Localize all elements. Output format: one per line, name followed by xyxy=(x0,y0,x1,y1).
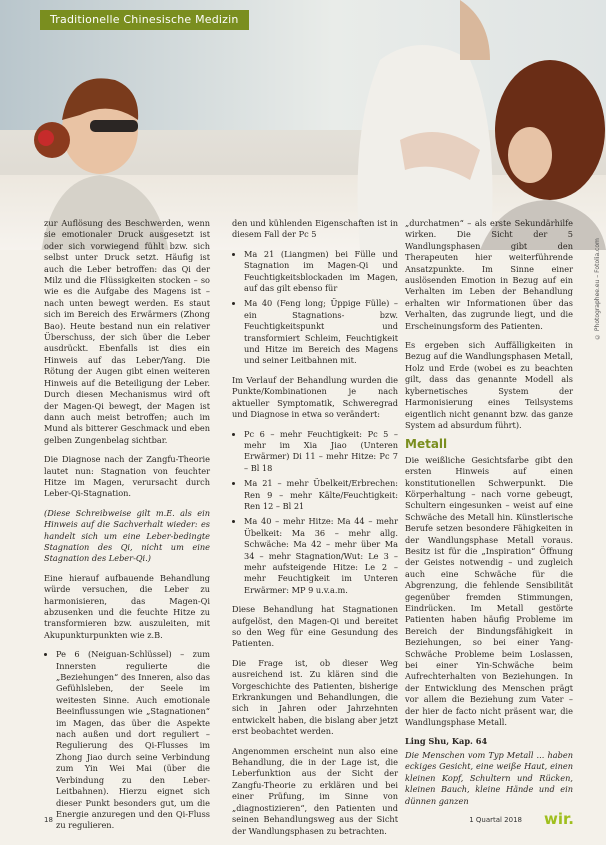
photo-credit: © Photographee.eu – Fotolia.com xyxy=(594,238,601,340)
issue-label: 1 Quartal 2018 xyxy=(469,816,522,824)
section-heading-metall: Metall xyxy=(405,437,448,452)
page-number: 18 xyxy=(44,816,53,824)
list-item: • Pe 6 (Neiguan-Schlüssel) – zum Innersten regulierte die „Beziehungen“ des Inneren, also das Gefühlsleben, der Seele im weitesten Sinne. Auch emotionale Beeinflussungen wie „Stagnationen“ im Magen, das über die Aspekte nach außen und dort reguliert – Regulierung des Qi-Flusses im Zhong Jiao durch seine Verbindung zum Yin Wei Mai (über die Verbindung zu den Leber-Leitbahnen). Hierzu eignet sich dieser Punkt besonders gut, um die Energie anzuregen und den Qi-Fluss zu regulieren. xyxy=(56,649,210,832)
page-footer xyxy=(44,812,574,828)
paragraph: Diese Behandlung hat Stagnationen aufgelöst, den Magen-Qi und bereitet so den Weg für eine Gesundung des Patienten. xyxy=(232,604,398,649)
hero-photo xyxy=(0,0,606,250)
paragraph: Eine hierauf aufbauende Behandlung würde versuchen, die Leber zu harmonisieren, das Magen-Qi abzusenken und die feuchte Hitze zu transformieren bzw. auszuleiten, mit Akupunkturpunkten wie z.B. xyxy=(44,572,210,640)
paragraph: Die Frage ist, ob dieser Weg ausreichend ist. Zu klären sind die Vorgeschichte des Patienten, bisherige Erkrankungen und Behandlungen, die sich in Jahren oder Jahrzehnten entwickelt haben, die bislang aber jetzt erst beobachtet werden. xyxy=(232,657,398,737)
quote-text: Die Menschen vom Typ Metall ... haben eckiges Gesicht, eine weiße Haut, einen kleinen Kopf, Schultern und Rücken, kleinen Bauch, kleine Hände und ein dünnen ganzen xyxy=(405,749,573,806)
paragraph: zur Auflösung des Beschwerden, wenn sie emotionaler Druck ausgesetzt ist oder sich vorwiegend fühlt bzw. sich selbst unter Druck setzt. Häufig ist auch die Leber betroffen: das Qi der Milz und die Flüssigkeiten stocken – so wie es die Aufgabe des Magens ist – nach unten bewegt werden. Es staut sich im Bereich des Erwärmers (Zhong Bao). Heute bestand nun ein relativer Überschuss, der sich über die Leber ausdrückt. Ebenfalls ist dies ein Hinweis auf das Leber/Yang. Die Rötung der Augen gibt einen weiteren Hinweis auf die Beteiligung der Leber. Durch diesen Mechanismus wird oft der Magen-Qi bewegt, der Magen ist dann auch meist betroffen; auch im Mund als bitterer Geschmack und eben gelben Zungenbelag sichtbar. xyxy=(44,218,210,445)
point-list xyxy=(44,649,210,832)
column-3 xyxy=(405,218,573,815)
category-banner: Traditionelle Chinesische Medizin xyxy=(40,10,249,30)
point-list xyxy=(232,249,398,367)
paragraph: den und kühlenden Eigenschaften ist in diesem Fall der Pc 5 xyxy=(232,218,398,240)
paragraph: „durchatmen“ – als erste Sekundärhilfe wirken. Die Sicht der 5 Wandlungsphasen gibt den Therapeuten hier weiterführende Ansatzpunkte. Im Sinne einer auslösenden Emotion in Bezug auf ein Verhalten im Leben der Behandlung erhalten wir Informationen über das Verhalten, das zugrunde liegt, und die Erscheinungsform des Patienten. xyxy=(405,218,573,331)
paragraph: Es ergeben sich Auffälligkeiten in Bezug auf die Wandlungsphasen Metall, Holz und Erde (wobei es zu beachten gilt, dass das genannte Modell als kybernetisches System der Harmonisierung eines Teilsystems eigentlich nicht genannt bzw. das ganze System ad absurdum führt). xyxy=(405,340,573,430)
list-item: • Pc 6 – mehr Feuchtigkeit: Pc 5 – mehr im Xia Jiao (Unteren Erwärmer) Di 11 – mehr Hitze: Pc 7 – Bl 18 xyxy=(244,429,398,475)
paragraph: Angenommen erscheint nun also eine Behandlung, die in der Lage ist, die Leberfunktion aus der Sicht der Zangfu-Theorie zu erklären und bei einer Prüfung, im Sinne von „diagnostizieren“, den Patienten und seinen Behandlungsweg aus der Sicht der Wandlungsphasen zu betrachten. xyxy=(232,745,398,836)
list-item: • Ma 40 (Feng long; Üppige Fülle) – ein Stagnations- bzw. Feuchtigkeitspunkt und transformiert Schleim, Feuchtigkeit und Hitze im Bereich des Magens und seiner Leitbahnen mit. xyxy=(244,298,398,366)
list-item: • Ma 21 – mehr Übelkeit/Erbrechen: Ren 9 – mehr Kälte/Feuchtigkeit: Ren 12 – Bl 21 xyxy=(244,478,398,512)
list-item: • Ma 21 (Liangmen) bei Fülle und Stagnation im Magen-Qi und Feuchtigkeitsblockaden im Magen, auf das gilt ebenso für xyxy=(244,249,398,295)
paragraph: Die weißliche Gesichtsfarbe gibt den ersten Hinweis auf einen konstitutionellen Schwerpunkt. Die Körperhaltung – nach vorne gebeugt, Schultern eingesunken – weist auf eine Schwäche des Metall hin. Künstlerische Berufe setzen besondere Fähigkeiten in der Wandlungsphase Metall voraus. Besitz ist für die „Inspiration“ Öffnung der Geistes notwendig – und zugleich auch eine Schwäche für die Abgrenzung, die fehlende Sensibilität gegenüber fremden Stimmungen, Eindrücken. Im Metall gestörte Patienten haben häufig Probleme im Bereich der Bindungsfähigkeit in Beziehungen, so bei einer Yang-Schwäche Probleme beim Loslassen, bei einer Yin-Schwäche beim Aufrechterhalten von Beziehungen. In der Entwicklung des Menschen prägt vor allem die Beziehung zum Vater – der hier de facto nicht präsent war, die Wandlungsphase Metall. xyxy=(405,454,573,728)
column-2 xyxy=(232,218,398,845)
quote-source: Ling Shu, Kap. 64 xyxy=(405,736,488,747)
column-1 xyxy=(44,218,210,840)
paragraph: Im Verlauf der Behandlung wurden die Punkte/Kombinationen je nach aktueller Symptomatik, Schweregrad und Diagnose in etwa so verändert: xyxy=(232,374,398,420)
paragraph: Die Diagnose nach der Zangfu-Theorie lautet nun: Stagnation von feuchter Hitze im Magen, verursacht durch Leber-Qi-Stagnation. xyxy=(44,454,210,499)
magazine-logo: wir. xyxy=(544,810,574,828)
list-item: • Ma 40 – mehr Hitze: Ma 44 – mehr Übelkeit: Ma 36 – mehr allg. Schwäche: Ma 42 – mehr über Ma 34 – mehr Stagnation/Wut: Le 3 – mehr aufsteigende Hitze: Le 2 – mehr Feuchtigkeit im Unteren Erwärmer: MP 9 u.v.a.m. xyxy=(244,516,398,596)
point-list xyxy=(232,429,398,597)
italic-note: (Diese Schreibweise gilt m.E. als ein Hinweis auf die Sachverhalt wieder: es handelt sich um eine Leber-bedingte Stagnation des Qi, nicht um eine Stagnation des Leber-Qi.) xyxy=(44,507,210,564)
